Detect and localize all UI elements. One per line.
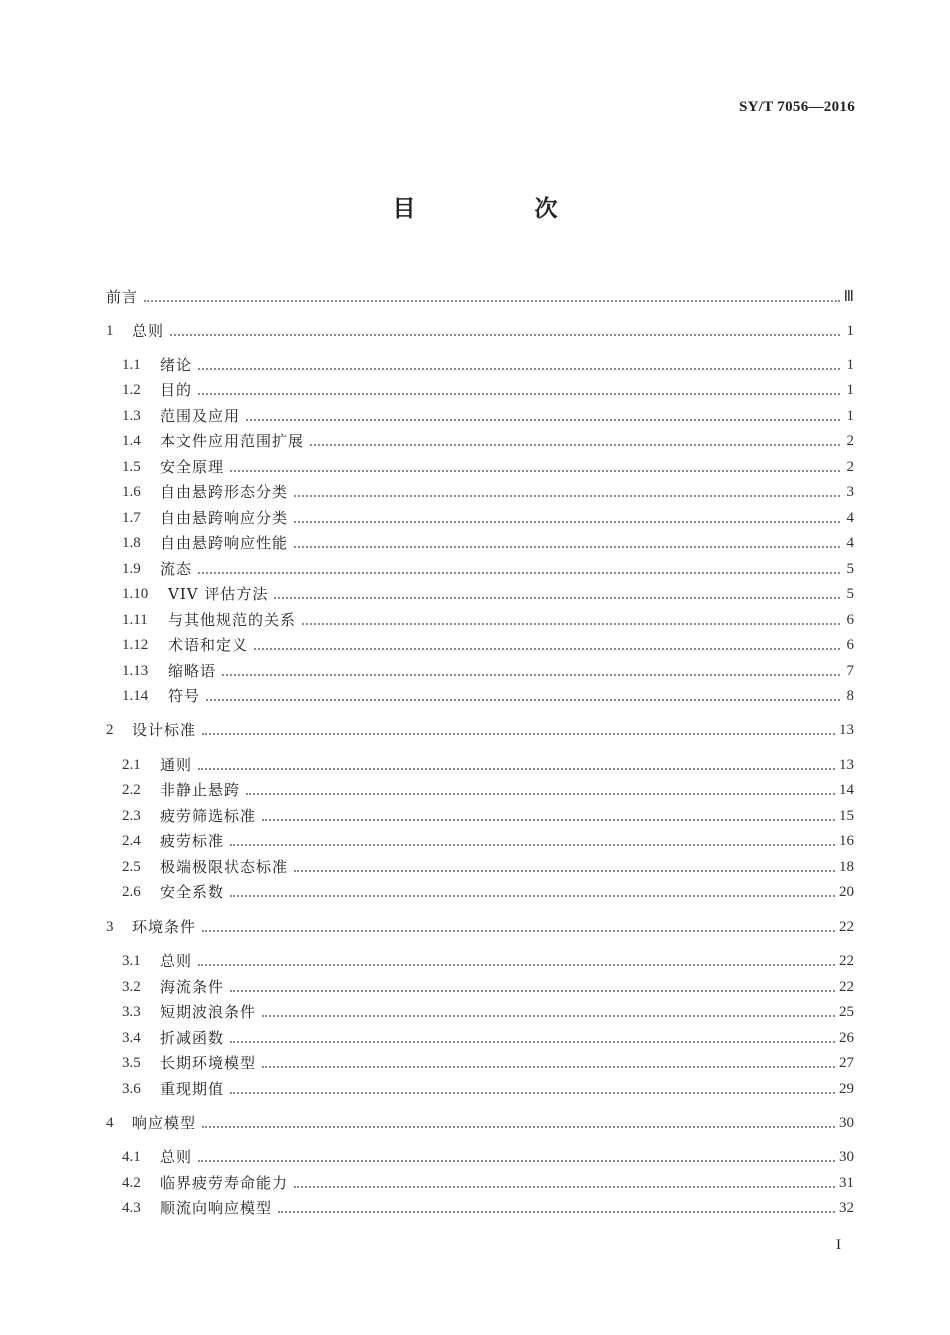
dot-leader [230, 990, 835, 992]
toc-entry-label: 自由悬跨响应分类 [160, 509, 289, 527]
toc-section-entry[interactable] [122, 776, 854, 800]
toc-entry-label: 自由悬跨形态分类 [160, 483, 289, 501]
toc-entry-number: 1.7 [122, 510, 141, 526]
toc-entry-number: 1.9 [122, 561, 141, 577]
toc-entry-label: 顺流向响应模型 [160, 1199, 273, 1217]
toc-entry-page: 8 [846, 688, 854, 704]
toc-entry-page: 15 [839, 808, 854, 824]
toc-section-entry[interactable] [122, 427, 854, 451]
toc-entry-page: 16 [839, 833, 854, 849]
toc-entry-number: 3.6 [122, 1081, 141, 1097]
toc-entry-label: 非静止悬跨 [160, 781, 241, 799]
dot-leader [198, 768, 835, 770]
dot-leader [262, 1066, 835, 1068]
toc-entry-number: 1.13 [122, 663, 149, 679]
toc-entry-label: 环境条件 [132, 918, 197, 936]
toc-entry-label: 折减函数 [160, 1029, 225, 1047]
toc-entry-page: 4 [846, 535, 854, 551]
toc-entry-page: 7 [846, 663, 854, 679]
toc-entry-page: 30 [839, 1149, 854, 1165]
toc-section-entry[interactable] [122, 1194, 854, 1218]
toc-section-entry[interactable] [122, 606, 854, 630]
toc-entry-label: 通则 [160, 756, 193, 774]
toc-entry-label: 目的 [160, 381, 193, 399]
toc-section-entry[interactable] [122, 878, 854, 902]
toc-entry-number: 1.3 [122, 408, 141, 424]
dot-leader [230, 1041, 835, 1043]
toc-entry-number: 1.12 [122, 637, 149, 653]
toc-section-entry[interactable] [122, 947, 854, 971]
dot-leader [294, 521, 840, 523]
toc-entry-page: 13 [839, 722, 854, 738]
toc-entry-number: 1.10 [122, 586, 149, 602]
toc-entry-number: 3.5 [122, 1055, 141, 1071]
toc-entry-page: 22 [839, 979, 854, 995]
toc-chapter-entry[interactable] [106, 283, 854, 307]
toc-entry-label: 总则 [132, 322, 165, 340]
toc-section-entry[interactable] [122, 453, 854, 477]
toc-section-entry[interactable] [122, 657, 854, 681]
toc-entry-page: 6 [846, 612, 854, 628]
toc-entry-page: 18 [839, 859, 854, 875]
toc-entry-page: 13 [839, 757, 854, 773]
toc-entry-number: 4.1 [122, 1149, 141, 1165]
toc-entry-page: 22 [839, 953, 854, 969]
toc-entry-label: 响应模型 [132, 1114, 197, 1132]
toc-entry-number: 2.2 [122, 782, 141, 798]
toc-section-entry[interactable] [122, 1049, 854, 1073]
toc-entry-label: 疲劳筛选标准 [160, 807, 257, 825]
toc-entry-label: 设计标准 [132, 721, 197, 739]
toc-entry-number: 4.3 [122, 1200, 141, 1216]
dot-leader [262, 819, 835, 821]
toc-section-entry[interactable] [122, 376, 854, 400]
toc-entry-label: 绪论 [160, 356, 193, 374]
dot-leader [230, 470, 840, 472]
toc-section-entry[interactable] [122, 1075, 854, 1099]
dot-leader [302, 623, 840, 625]
toc-entry-number: 3.1 [122, 953, 141, 969]
toc-entry-number: 2.6 [122, 884, 141, 900]
dot-leader [262, 1015, 835, 1017]
toc-section-entry[interactable] [122, 529, 854, 553]
toc-section-entry[interactable] [122, 402, 854, 426]
dot-leader [294, 495, 840, 497]
toc-section-entry[interactable] [122, 751, 854, 775]
toc-section-entry[interactable] [122, 631, 854, 655]
toc-entry-page: 1 [846, 382, 854, 398]
toc-entry-page: 1 [846, 323, 854, 339]
toc-entry-page: 6 [846, 637, 854, 653]
toc-entry-label: 重现期值 [160, 1080, 225, 1098]
toc-entry-page: 1 [846, 357, 854, 373]
toc-entry-page: 31 [839, 1175, 854, 1191]
toc-entry-number: 2.5 [122, 859, 141, 875]
toc-section-entry[interactable] [122, 580, 854, 604]
toc-section-entry[interactable] [122, 802, 854, 826]
dot-leader [274, 597, 840, 599]
toc-entry-page: 14 [839, 782, 854, 798]
dot-leader [310, 444, 840, 446]
toc-section-entry[interactable] [122, 827, 854, 851]
toc-entry-label: 安全系数 [160, 883, 225, 901]
toc-entry-number: 3 [106, 919, 114, 935]
dot-leader [294, 546, 840, 548]
toc-entry-label: 安全原理 [160, 458, 225, 476]
toc-entry-number: 1.14 [122, 688, 149, 704]
toc-entry-label: 范围及应用 [160, 407, 241, 425]
dot-leader [230, 1092, 835, 1094]
toc-entry-page: Ⅲ [843, 289, 854, 305]
toc-entry-page: 29 [839, 1081, 854, 1097]
dot-leader [206, 699, 840, 701]
toc-entry-page: 25 [839, 1004, 854, 1020]
toc-section-entry[interactable] [122, 351, 854, 375]
toc-entry-label: 短期波浪条件 [160, 1003, 257, 1021]
toc-entry-page: 20 [839, 884, 854, 900]
toc-section-entry[interactable] [122, 973, 854, 997]
dot-leader [202, 930, 835, 932]
toc-section-entry[interactable] [122, 998, 854, 1022]
toc-entry-label: 临界疲劳寿命能力 [160, 1174, 289, 1192]
toc-chapter-entry[interactable] [106, 716, 854, 740]
dot-leader [198, 368, 840, 370]
toc-entry-number: 3.3 [122, 1004, 141, 1020]
toc-section-entry[interactable] [122, 555, 854, 579]
dot-leader [278, 1211, 835, 1213]
toc-entry-page: 1 [846, 408, 854, 424]
toc-chapter-entry[interactable] [106, 913, 854, 937]
toc-entry-number: 1.11 [122, 612, 148, 628]
toc-entry-label: 本文件应用范围扩展 [160, 432, 305, 450]
dot-leader [170, 334, 840, 336]
toc-entry-number: 2.3 [122, 808, 141, 824]
dot-leader [202, 733, 835, 735]
dot-leader [198, 572, 840, 574]
toc-entry-number: 1.1 [122, 357, 141, 373]
toc-entry-label: 缩略语 [168, 662, 217, 680]
toc-entry-page: 30 [839, 1115, 854, 1131]
toc-entry-label: 术语和定义 [168, 636, 249, 654]
toc-section-entry[interactable] [122, 1024, 854, 1048]
toc-entry-number: 4 [106, 1115, 114, 1131]
toc-entry-label: 符号 [168, 687, 201, 705]
toc-entry-number: 3.4 [122, 1030, 141, 1046]
dot-leader [230, 844, 835, 846]
toc-entry-label: 海流条件 [160, 978, 225, 996]
toc-entry-page: 3 [846, 484, 854, 500]
toc-entry-label: 极端极限状态标准 [160, 858, 289, 876]
toc-entry-label: 流态 [160, 560, 193, 578]
toc-entry-page: 4 [846, 510, 854, 526]
toc-chapter-entry[interactable] [106, 1109, 854, 1133]
toc-entry-page: 32 [839, 1200, 854, 1216]
toc-entry-label: 自由悬跨响应性能 [160, 534, 289, 552]
toc-entry-label: 总则 [160, 1148, 193, 1166]
dot-leader [254, 648, 840, 650]
toc-entry-number: 1.8 [122, 535, 141, 551]
toc-section-entry[interactable] [122, 1143, 854, 1167]
dot-leader [294, 1186, 835, 1188]
toc-entry-label: 与其他规范的关系 [168, 611, 297, 629]
page-number: I [836, 1237, 841, 1253]
toc-entry-number: 2 [106, 722, 114, 738]
toc-entry-page: 5 [846, 586, 854, 602]
toc-section-entry[interactable] [122, 853, 854, 877]
toc-entry-number: 2.1 [122, 757, 141, 773]
toc-section-entry[interactable] [122, 478, 854, 502]
toc-entry-number: 4.2 [122, 1175, 141, 1191]
toc-entry-number: 1.4 [122, 433, 141, 449]
toc-entry-label: VIV 评估方法 [168, 585, 269, 603]
toc-entry-number: 1.2 [122, 382, 141, 398]
toc-section-entry[interactable] [122, 682, 854, 706]
toc-entry-page: 22 [839, 919, 854, 935]
toc-entry-number: 1.5 [122, 459, 141, 475]
dot-leader [294, 870, 835, 872]
dot-leader [222, 674, 840, 676]
toc-entry-page: 2 [846, 459, 854, 475]
standard-code: SY/T 7056—2016 [738, 99, 855, 115]
toc-section-entry[interactable] [122, 1169, 854, 1193]
dot-leader [198, 1160, 835, 1162]
page-title: 目 次 [392, 196, 606, 222]
toc-entry-label: 疲劳标准 [160, 832, 225, 850]
toc-section-entry[interactable] [122, 504, 854, 528]
dot-leader [246, 419, 840, 421]
toc-entry-label: 前言 [106, 288, 139, 306]
toc-entry-label: 长期环境模型 [160, 1054, 257, 1072]
toc-entry-page: 2 [846, 433, 854, 449]
dot-leader [144, 300, 840, 302]
toc-entry-page: 26 [839, 1030, 854, 1046]
toc-entry-number: 2.4 [122, 833, 141, 849]
toc-entry-label: 总则 [160, 952, 193, 970]
toc-entry-number: 1.6 [122, 484, 141, 500]
toc-chapter-entry[interactable] [106, 317, 854, 341]
toc-entry-page: 27 [839, 1055, 854, 1071]
dot-leader [198, 964, 835, 966]
dot-leader [230, 895, 835, 897]
toc-entry-number: 3.2 [122, 979, 141, 995]
toc-entry-number: 1 [106, 323, 114, 339]
dot-leader [246, 793, 835, 795]
dot-leader [202, 1126, 835, 1128]
dot-leader [198, 393, 840, 395]
toc-entry-page: 5 [846, 561, 854, 577]
